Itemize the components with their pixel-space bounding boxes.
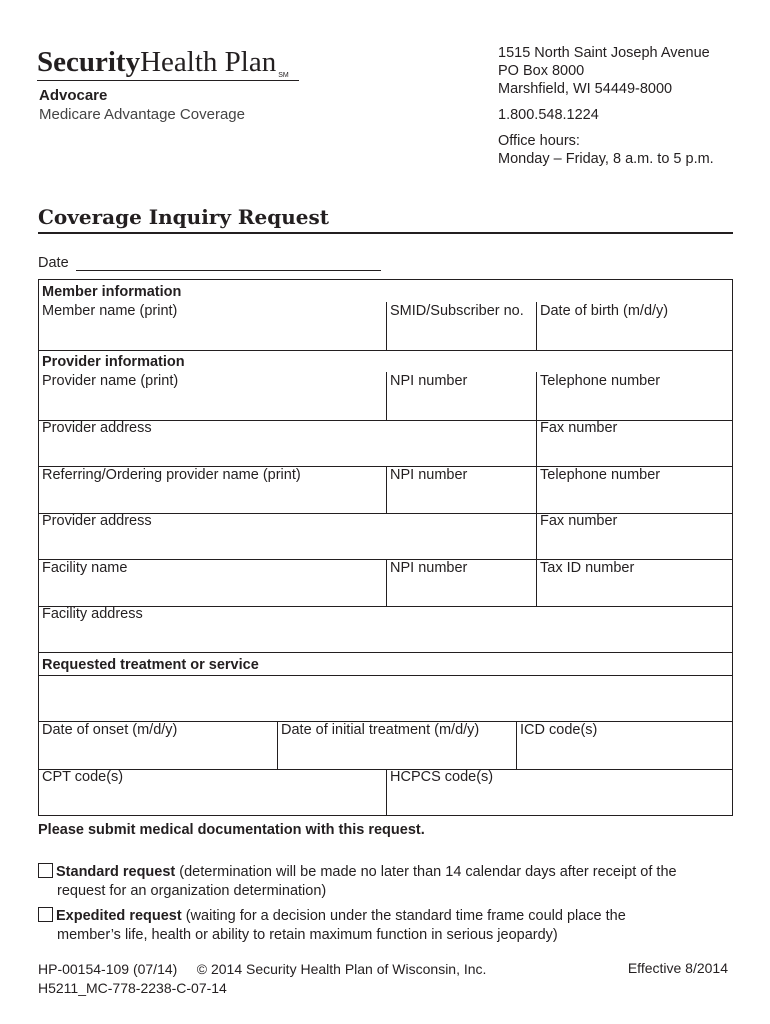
office-hours-label: Office hours: <box>498 133 580 149</box>
divider <box>39 652 732 653</box>
form-code: HP-00154-109 (07/14) © 2014 Security Health Plan of Wisconsin, Inc. <box>38 961 487 977</box>
referring-address-field[interactable]: Provider address <box>42 513 152 529</box>
effective-date: Effective 8/2014 <box>627 960 728 976</box>
standard-request-label: Standard request <box>56 864 176 880</box>
provider-fax-field[interactable]: Fax number <box>540 420 618 436</box>
title-divider <box>38 232 733 234</box>
divider <box>386 466 387 513</box>
provider-section-heading: Provider information <box>42 354 185 370</box>
divider <box>39 350 732 351</box>
inquiry-form-grid <box>38 279 733 816</box>
standard-request-text: (determination will be made no later than 14 calendar days after receipt of the <box>175 864 677 880</box>
phone-number: 1.800.548.1224 <box>498 107 599 123</box>
expedited-request-label: Expedited request <box>56 908 182 924</box>
address-line-2: PO Box 8000 <box>498 63 585 79</box>
brand-name: Advocare <box>39 87 108 104</box>
form-title: Coverage Inquiry Request <box>38 205 330 229</box>
security-health-plan-logo <box>37 46 309 81</box>
standard-request-checkbox[interactable] <box>38 863 53 878</box>
hcpcs-code-field[interactable]: HCPCS code(s) <box>390 769 494 785</box>
treatment-description-field[interactable] <box>39 676 732 721</box>
provider-phone-field[interactable]: Telephone number <box>540 373 661 389</box>
documentation-note: Please submit medical documentation with this request. <box>38 822 425 838</box>
logo-bold-text: Security <box>37 46 141 78</box>
divider <box>386 769 387 815</box>
contact-address-block <box>498 44 714 168</box>
divider <box>516 721 517 769</box>
referring-phone-field[interactable]: Telephone number <box>540 467 661 483</box>
treatment-section-heading: Requested treatment or service <box>42 657 259 673</box>
dob-field[interactable]: Date of birth (m/d/y) <box>540 303 669 319</box>
facility-address-field[interactable]: Facility address <box>42 606 143 622</box>
provider-name-field[interactable]: Provider name (print) <box>42 373 179 389</box>
office-hours: Monday – Friday, 8 a.m. to 5 p.m. <box>498 151 714 167</box>
divider <box>386 302 387 350</box>
standard-request-option[interactable] <box>38 863 738 901</box>
initial-treatment-date-field[interactable]: Date of initial treatment (m/d/y) <box>281 722 480 738</box>
expedited-request-text-2: member’s life, health or ability to retain maximum function in serious jeopardy) <box>57 927 558 943</box>
member-section-heading: Member information <box>42 284 182 300</box>
date-label: Date <box>38 255 69 271</box>
facility-name-field[interactable]: Facility name <box>42 560 128 576</box>
logo-rest-text: Health Plan <box>140 46 277 78</box>
expedited-request-option[interactable] <box>38 907 738 945</box>
footer-codes <box>38 960 486 998</box>
referring-provider-name-field[interactable]: Referring/Ordering provider name (print) <box>42 467 301 483</box>
smid-field[interactable]: SMID/Subscriber no. <box>390 303 524 319</box>
date-field[interactable] <box>76 270 381 271</box>
address-line-3: Marshfield, WI 54449-8000 <box>498 81 673 97</box>
referring-npi-field[interactable]: NPI number <box>390 467 468 483</box>
onset-date-field[interactable]: Date of onset (m/d/y) <box>42 722 178 738</box>
standard-request-text-2: request for an organization determination) <box>57 883 327 899</box>
expedited-request-checkbox[interactable] <box>38 907 53 922</box>
divider <box>536 302 537 350</box>
divider <box>277 721 278 769</box>
tax-id-field[interactable]: Tax ID number <box>540 560 635 576</box>
member-name-field[interactable]: Member name (print) <box>42 303 178 319</box>
divider <box>386 372 387 420</box>
referring-fax-field[interactable]: Fax number <box>540 513 618 529</box>
brand-subtitle: Medicare Advantage Coverage <box>39 106 245 123</box>
cms-code: H5211_MC-778-2238-C-07-14 <box>38 980 227 996</box>
icd-code-field[interactable]: ICD code(s) <box>520 722 598 738</box>
cpt-code-field[interactable]: CPT code(s) <box>42 769 124 785</box>
divider <box>536 466 537 606</box>
provider-address-field[interactable]: Provider address <box>42 420 152 436</box>
facility-npi-field[interactable]: NPI number <box>390 560 468 576</box>
logo-service-mark: SM <box>278 72 289 79</box>
logo-underline <box>37 80 299 81</box>
provider-npi-field[interactable]: NPI number <box>390 373 468 389</box>
divider <box>386 559 387 606</box>
expedited-request-text: (waiting for a decision under the standard time frame could place the <box>181 908 626 924</box>
address-line-1: 1515 North Saint Joseph Avenue <box>498 45 710 61</box>
